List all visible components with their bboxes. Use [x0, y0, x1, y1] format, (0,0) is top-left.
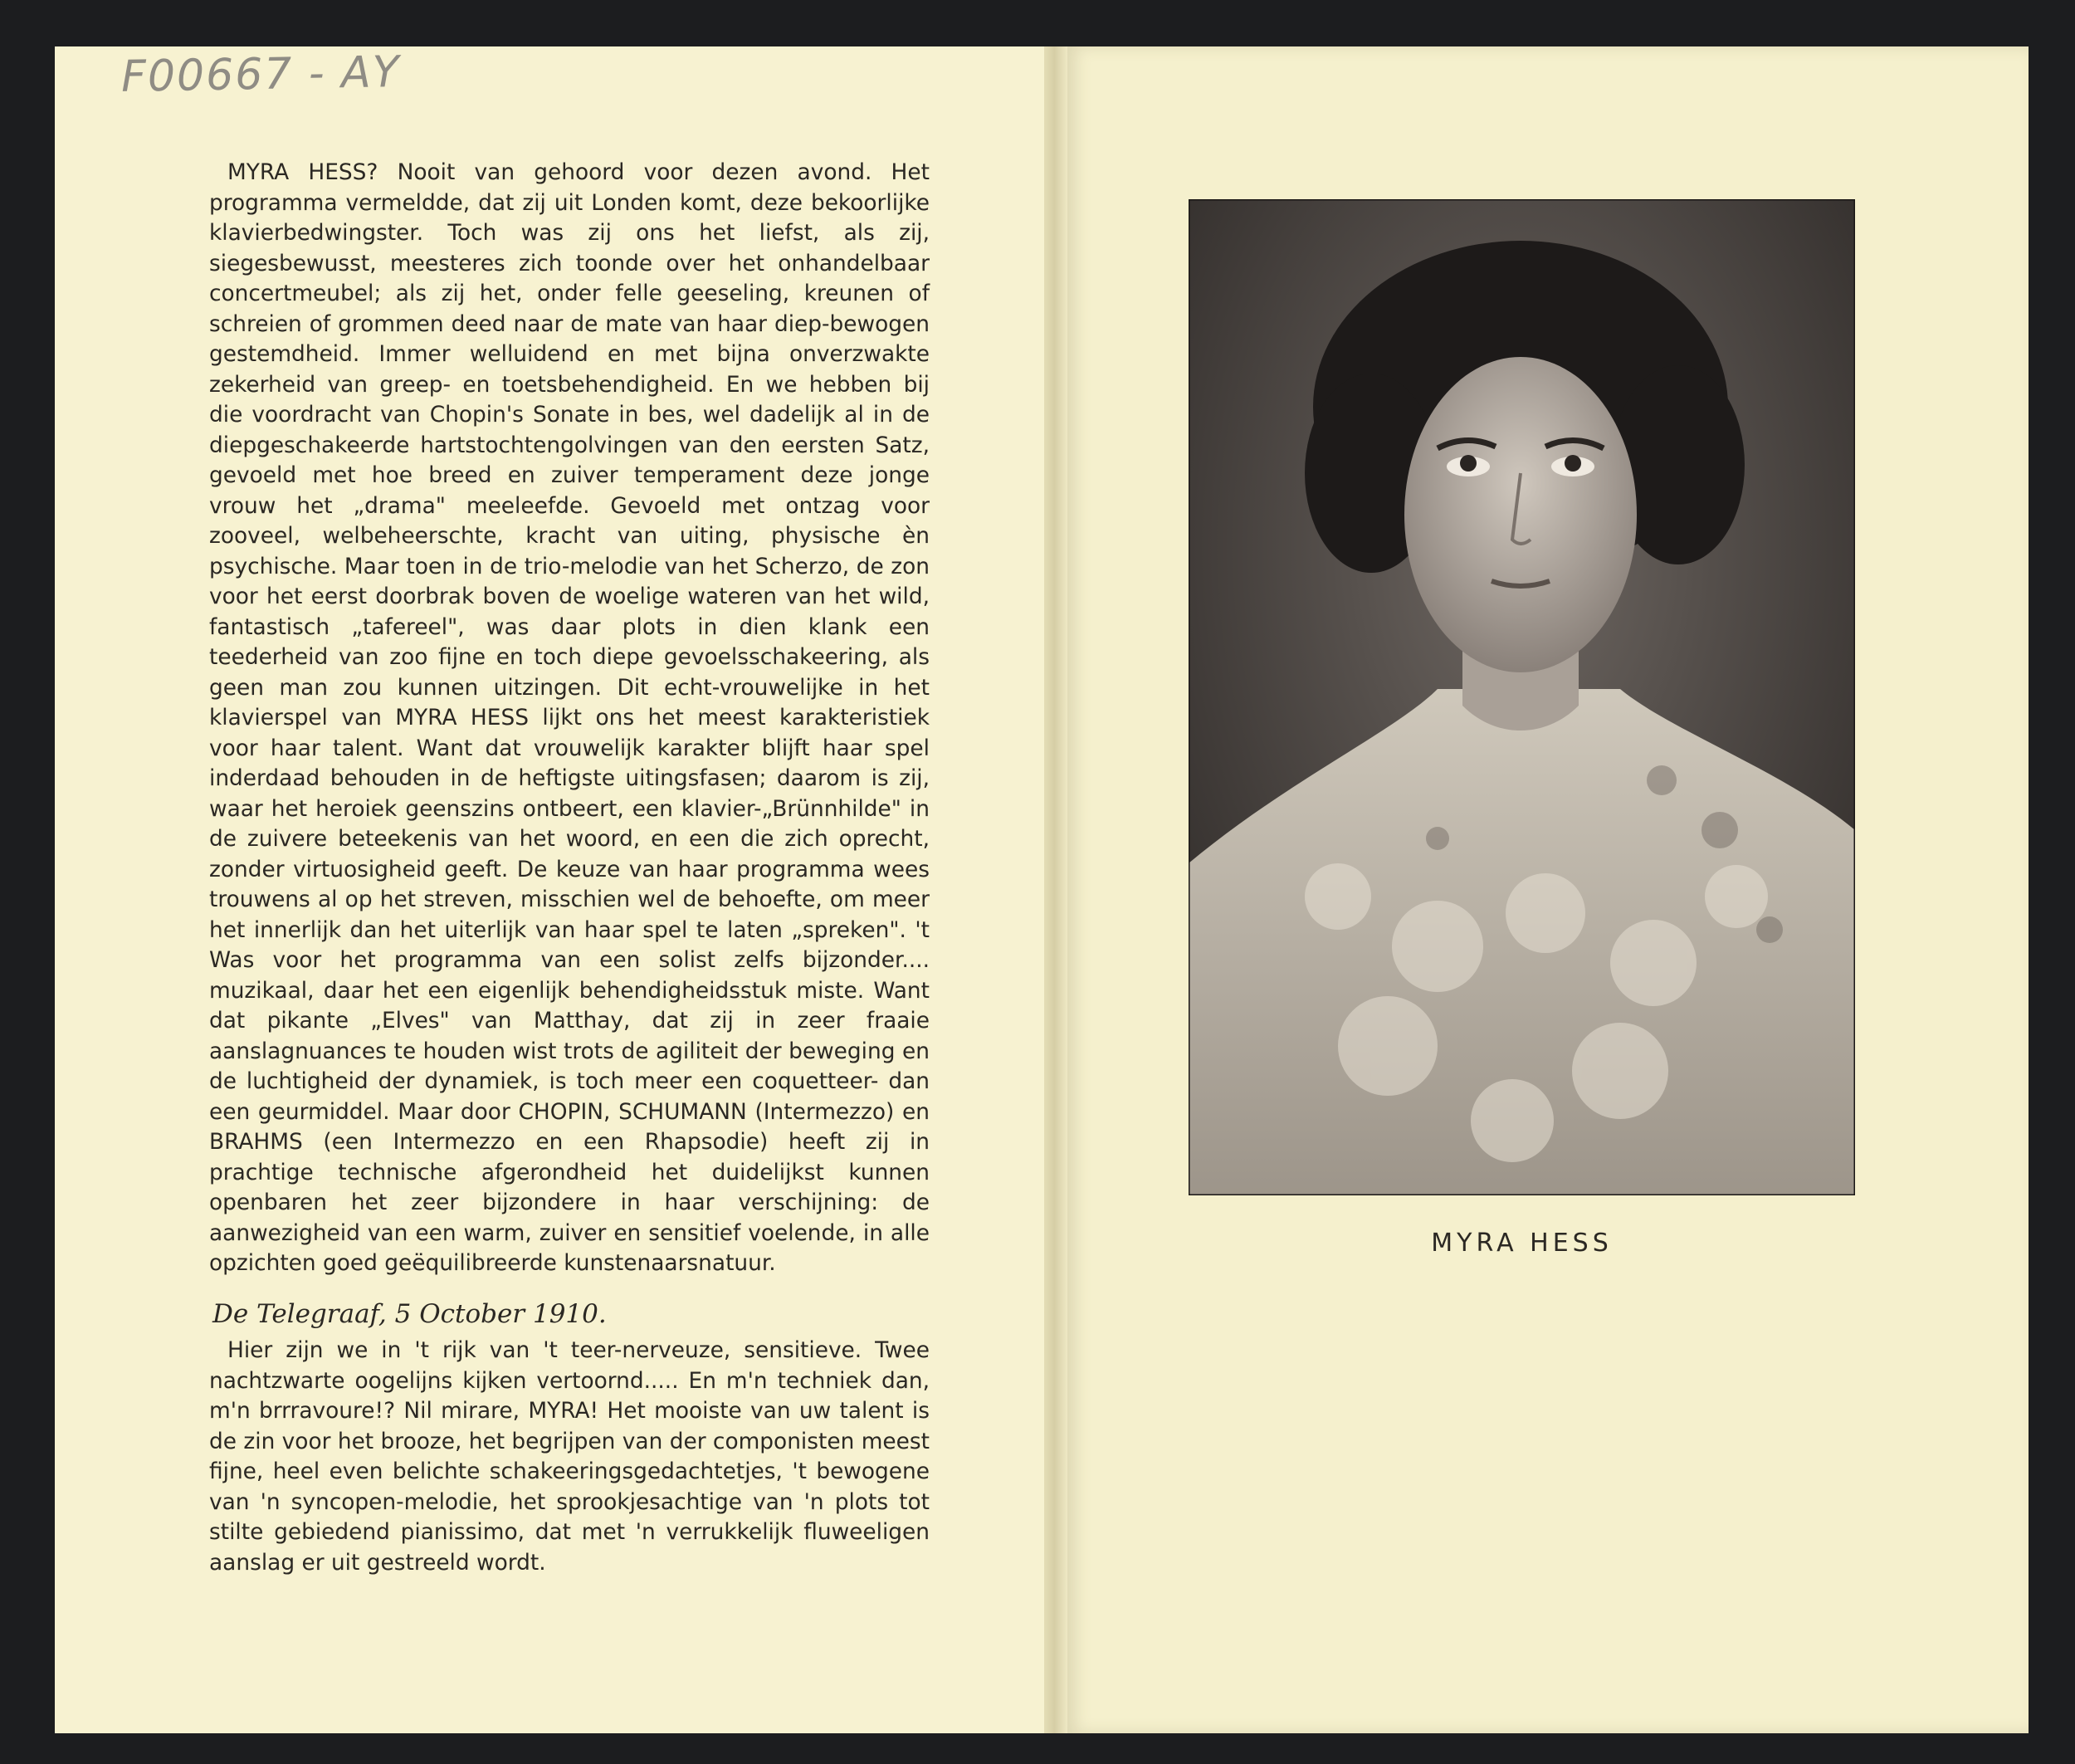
portrait-illustration: [1189, 199, 1855, 1195]
paragraph-2-text: Hier zijn we in 't rijk van 't teer-nerveuze, sensitieve. Twee nachtzwarte oogelijns kijken vertoornd..... En m'n techniek dan, m'n brrravoure!? Nil mirare, MYRA! Het mooiste van uw talent is de zin voor het brooze, het begrijpen van der componisten meest fijne, heel even belichte schakeeringsgedachtetjes, 't bewogene van 'n syncopen-melodie, het sprookjesachtige van 'n plots tot stilte gebiedend pianissimo, dat met 'n verrukkelijk fluweeligen aanslag er uit gestreeld wordt.: [209, 1337, 930, 1576]
review-paragraph-1: [209, 158, 930, 1279]
review-article: [209, 158, 930, 1578]
review-paragraph-2: [209, 1336, 930, 1578]
source-citation: De Telegraaf, 5 October 1910.: [212, 1298, 607, 1329]
portrait-caption: MYRA HESS: [1431, 1229, 1613, 1258]
archive-pencil-mark: F00667 - AY: [120, 47, 401, 102]
portrait-photo: [1189, 199, 1855, 1195]
page-fold: [1044, 46, 1067, 1733]
paragraph-1-text: MYRA HESS? Nooit van gehoord voor dezen avond. Het programma vermeldde, dat zij uit Londen komt, deze bekoorlijke klavierbedwingster. Toch was zij ons het liefst, als zij, siegesbewusst, meesteres zich toonde over het onhandelbaar concertmeubel; als zij het, onder felle geeseling, kreunen of schreien of grommen deed naar de mate van haar diep-bewogen gestemdheid. Immer welluidend en met bijna onverzwakte zekerheid van greep- en toetsbehendigheid. En we hebben bij die voordracht van Chopin's Sonate in bes, wel dadelijk al in de diepgeschakeerde hartstochtengolvingen van den eersten Satz, gevoeld met hoe breed en zuiver temperament deze jonge vrouw het „drama" meeleefde. Gevoeld met ontzag voor zooveel, welbeheerschte, kracht van uiting, physische èn psychische. Maar toen in de trio-melodie van het Scherzo, de zon voor het eerst doorbrak boven de woelige wateren van het wild, fantastisch „tafereel", was daar plots in dien klank een teederheid van zoo fijne en toch diepe gevoelsschakeering, als geen man zou kunnen uitzingen. Dit echt-vrouwelijke in het klavierspel van MYRA HESS lijkt ons het meest karakteristiek voor haar talent. Want dat vrouwelijk karakter blijft haar spel inderdaad behouden in de heftigste uitingsfasen; daarom is zij, waar het heroiek geenszins ontbeert, een klavier-„Brünnhilde" in de zuivere beteekenis van het woord, en een die zich oprecht, zonder virtuosigheid geeft. De keuze van haar programma wees trouwens al op het streven, misschien wel de behoefte, om meer het innerlijk dan het uiterlijk van haar spel te laten „spreken". 't Was voor het programma van een solist zelfs bijzonder.... muzikaal, daar het een eigenlijk behendigheidsstuk miste. Want dat pikante „Elves" van Matthay, dat zij in zeer fraaie aanslagnuances te houden wist trots de agiliteit der beweging en de luchtigheid der dynamiek, is toch meer een coquetteer- dan een geurmiddel. Maar door CHOPIN, SCHUMANN (Intermezzo) en BRAHMS (een Intermezzo en een Rhapsodie) heeft zij in prachtige technische afgerondheid het duidelijkst kunnen openbaren het zeer bijzondere in haar verschijning: de aanwezigheid van een warm, zuiver en sensitief voelende, in alle opzichten goed geëquilibreerde kunstenaarsnatuur.: [209, 159, 930, 1276]
